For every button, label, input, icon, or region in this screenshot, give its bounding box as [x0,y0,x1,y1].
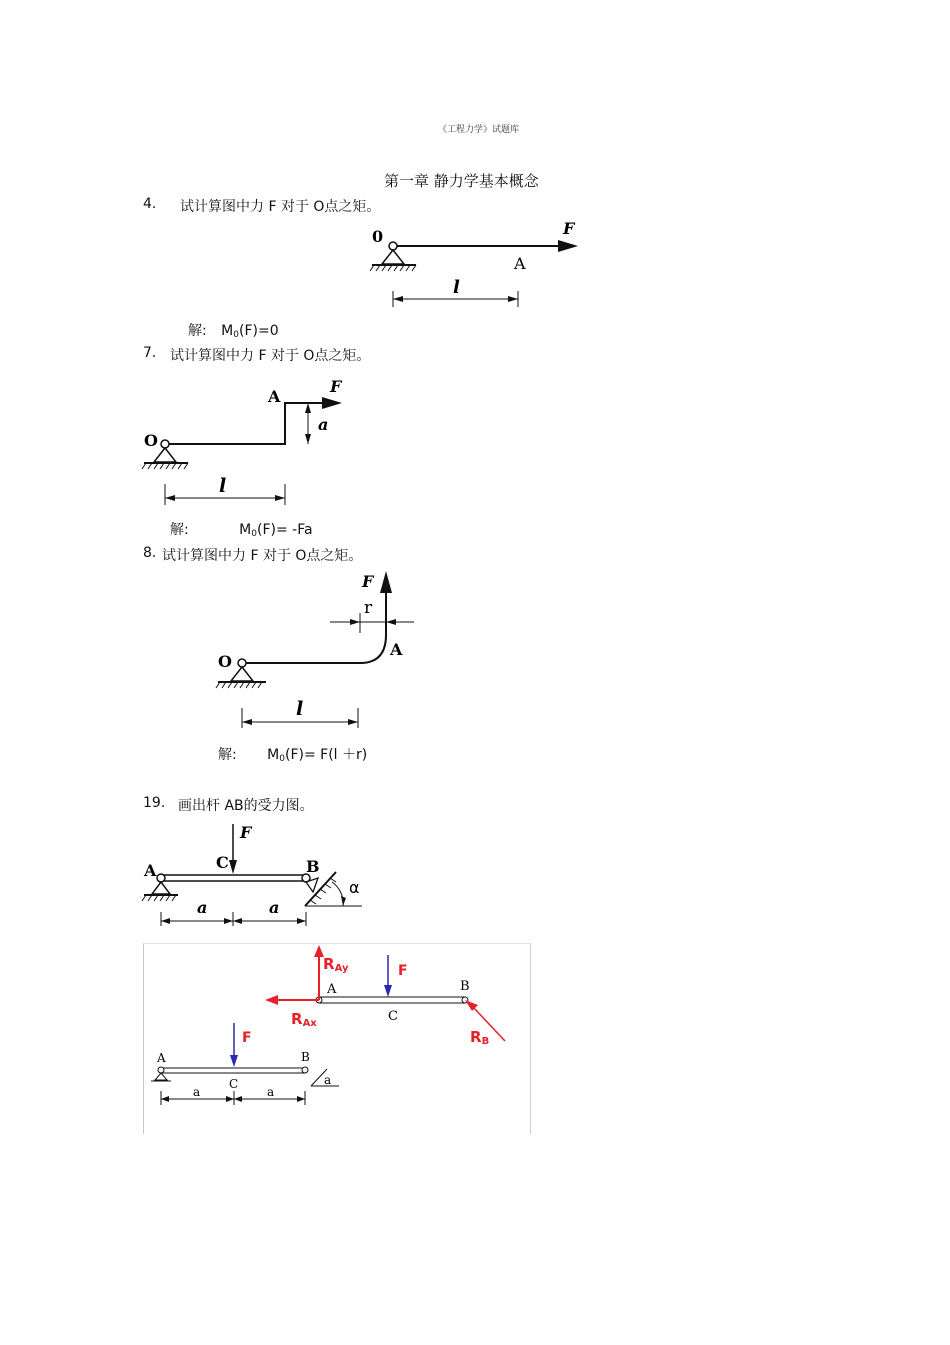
q19-label-a: A [144,861,157,880]
q4-answer [188,320,279,340]
q8-number: 8. [143,545,157,561]
q4-answer-label: 解: [188,323,207,339]
fbd-rax-label: RAx [291,1010,317,1029]
q19-free-body-diagram [143,943,529,1133]
q4-text: 试计算图中力 F 对于 O点之矩。 [180,199,381,215]
q19-label-dim1: a [197,898,208,917]
q7-label-l: l [219,475,227,497]
q4-answer-m: M [221,323,234,339]
q4-support [382,250,404,264]
q8-answer-label: 解: [218,747,237,763]
q7-label-f: F [330,377,342,396]
q7-label-o: O [144,431,158,450]
q8-label-a: A [390,640,403,659]
q4-answer-rest: (F)=0 [239,323,279,339]
q19-text: 画出杆 AB的受力图。 [178,798,314,814]
q8-answer-sub: 0 [279,754,285,764]
q19-number: 19. [143,795,166,811]
q4-figure [360,215,590,315]
chapter-title: 第一章 静力学基本概念 [384,172,539,190]
q8-answer-rest: (F)= F(l ＋r) [285,747,368,763]
q19-figure [140,820,380,932]
q7-answer-sub: 0 [251,529,257,539]
fbd-top-label-c: C [388,1009,398,1024]
q4-number: 4. [143,196,157,212]
q7-answer-rest: (F)= -Fa [257,522,313,538]
q8-support [231,667,253,681]
q7-number: 7. [143,345,157,361]
q8-figure [210,565,430,735]
q4-label-o: 0 [372,227,384,246]
q4-label-l: l [453,277,460,298]
fbd-bottom-f-arrow [230,1055,238,1067]
fbd-top-label-b: B [460,979,470,994]
fbd-f-label: F [398,963,408,979]
fbd-bottom-label-alpha: a [324,1073,332,1087]
q7-support [154,448,176,462]
fbd-bottom-label-a: A [157,1051,166,1065]
q8-text: 试计算图中力 F 对于 O点之矩。 [162,548,363,564]
q8-label-r: r [364,598,373,618]
q4-force-arrow [558,240,578,252]
q4-answer-sub: 0 [233,330,239,340]
fbd-top-label-a: A [327,982,337,997]
q19-force-arrow [229,860,237,874]
q8-answer-m: M [267,747,280,763]
q19-label-alpha: α [349,878,360,897]
q7-answer-m: M [239,522,252,538]
q7-force-arrow [322,397,342,409]
fbd-bottom-dim2: a [267,1085,275,1099]
q19-label-b: B [306,857,320,876]
q8-label-o: O [218,652,232,671]
q8-force-arrow [380,571,392,593]
q4-label-f: F [563,219,575,238]
q7-answer-label: 解: [170,522,189,538]
q4-label-a: A [514,254,526,273]
fbd-bottom-f-label: F [242,1030,252,1046]
fbd-bottom-label-b: B [301,1050,310,1064]
q19-label-f: F [240,823,252,842]
q7-figure [140,372,360,512]
q19-label-c: C [216,853,229,872]
fbd-ray-label: RAy [323,955,349,974]
q19-label-dim2: a [269,898,280,917]
q8-label-f: F [362,572,374,591]
q7-label-dim-a: a [318,415,329,434]
q7-label-a: A [268,387,281,406]
q7-answer [170,519,313,539]
q8-answer [218,744,367,764]
q7-rod [165,403,322,444]
q7-text: 试计算图中力 F 对于 O点之矩。 [170,348,371,364]
page-header: 《工程力学》试题库 [438,125,520,135]
fbd-f-arrow [384,985,392,997]
fbd-bottom-label-c: C [229,1077,239,1091]
fbd-rb-label: RB [470,1028,490,1047]
q8-label-l: l [296,698,304,720]
fbd-rax-arrow [265,995,278,1005]
fbd-bottom-dim1: a [193,1085,201,1099]
